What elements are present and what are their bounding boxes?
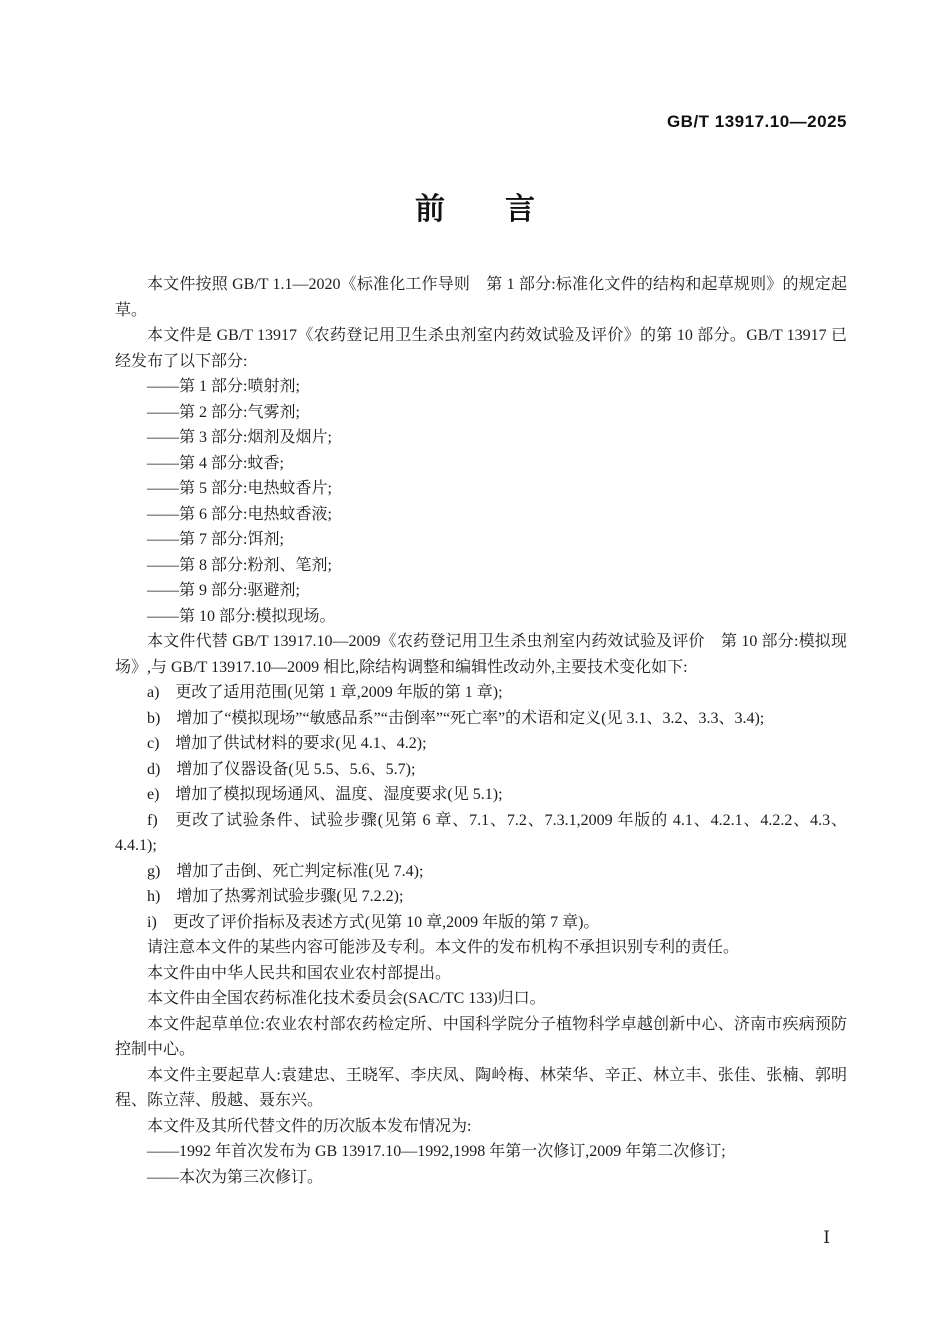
paragraph: ——第 3 部分:烟剂及烟片; bbox=[147, 429, 332, 446]
paragraph: ——本次为第三次修订。 bbox=[147, 1168, 324, 1186]
doc-number: GB/T 13917.10—2025 bbox=[666, 112, 847, 131]
paragraph: 本文件由全国农药标准化技术委员会(SAC/TC 133)归口。 bbox=[147, 990, 546, 1007]
paragraph: 本文件及其所代替文件的历次版本发布情况为: bbox=[147, 1117, 472, 1135]
paragraph: 本文件是 GB/T 13917《农药登记用卫生杀虫剂室内药效试验及评价》的第 10 部分。GB/T 13917 已经发布了以下部分: bbox=[115, 327, 847, 370]
paragraph: ——第 2 部分:气雾剂; bbox=[147, 403, 300, 421]
paragraph: a) 更改了适用范围(见第 1 章,2009 年版的第 1 章); bbox=[147, 684, 503, 701]
paragraph: i) 更改了评价指标及表述方式(见第 10 章,2009 年版的第 7 章)。 bbox=[147, 913, 600, 931]
paragraph: h) 增加了热雾剂试验步骤(见 7.2.2); bbox=[147, 888, 404, 905]
paragraph: f) 更改了试验条件、试验步骤(见第 6 章、7.1、7.2、7.3.1,2009 年版的 4.1、4.2.1、4.2.2、4.3、4.4.1); bbox=[115, 811, 847, 854]
paragraph: g) 增加了击倒、死亡判定标准(见 7.4); bbox=[147, 862, 424, 880]
paragraph: 本文件按照 GB/T 1.1—2020《标准化工作导则 第 1 部分:标准化文件的结构和起草规则》的规定起草。 bbox=[115, 276, 847, 319]
paragraph: d) 增加了仪器设备(见 5.5、5.6、5.7); bbox=[147, 760, 416, 778]
paragraph: c) 增加了供试材料的要求(见 4.1、4.2); bbox=[147, 735, 427, 752]
paragraph: 本文件由中华人民共和国农业农村部提出。 bbox=[147, 964, 452, 982]
paragraph: 本文件起草单位:农业农村部农药检定所、中国科学院分子植物科学卓越创新中心、济南市疾病预防控制中心。 bbox=[115, 1015, 847, 1058]
paragraph: ——第 10 部分:模拟现场。 bbox=[147, 607, 336, 625]
paragraph: ——第 6 部分:电热蚊香液; bbox=[147, 505, 332, 523]
page-number: Ⅰ bbox=[823, 1228, 830, 1247]
paragraph: ——第 4 部分:蚊香; bbox=[147, 454, 284, 472]
paragraph: b) 增加了“模拟现场”“敏感品系”“击倒率”“死亡率”的术语和定义(见 3.1、3.2、3.3、3.4); bbox=[147, 709, 765, 727]
paragraph: 本文件主要起草人:袁建忠、王晓军、李庆凤、陶岭梅、林荣华、辛正、林立丰、张佳、张楠、郭明程、陈立萍、殷越、聂东兴。 bbox=[115, 1066, 847, 1109]
paragraph: ——第 5 部分:电热蚊香片; bbox=[147, 480, 332, 497]
paragraph: ——第 8 部分:粉剂、笔剂; bbox=[147, 556, 332, 574]
paragraph: e) 增加了模拟现场通风、温度、湿度要求(见 5.1); bbox=[147, 786, 503, 803]
paragraph: 请注意本文件的某些内容可能涉及专利。本文件的发布机构不承担识别专利的责任。 bbox=[147, 939, 740, 956]
document-body bbox=[115, 272, 847, 1190]
paragraph: ——第 9 部分:驱避剂; bbox=[147, 582, 300, 599]
page-title: 前 言 bbox=[415, 193, 535, 226]
paragraph: 本文件代替 GB/T 13917.10—2009《农药登记用卫生杀虫剂室内药效试验及评价 第 10 部分:模拟现场》,与 GB/T 13917.10—2009 相比,除结构调整和编辑性改动外,主要技术变化如下: bbox=[115, 633, 847, 676]
paragraph: ——第 7 部分:饵剂; bbox=[147, 531, 284, 548]
paragraph: ——1992 年首次发布为 GB 13917.10—1992,1998 年第一次修订,2009 年第二次修订; bbox=[147, 1143, 726, 1160]
paragraph: ——第 1 部分:喷射剂; bbox=[147, 378, 300, 395]
